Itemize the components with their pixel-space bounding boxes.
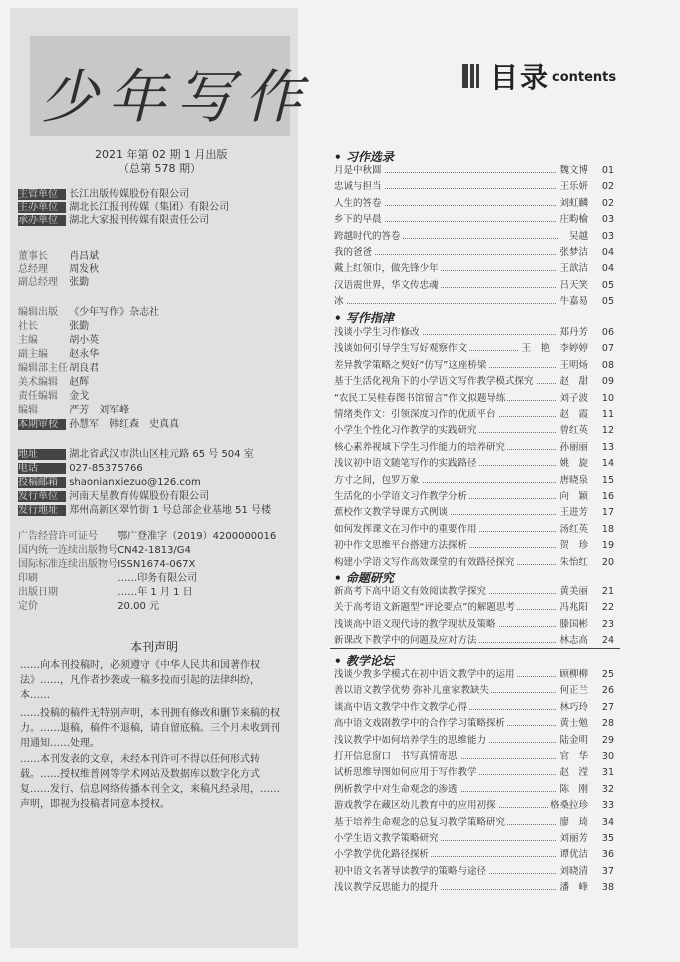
toc-entry-title: 小学生个性化习作教学的实践研究 (334, 425, 477, 437)
toc-entry[interactable] (334, 475, 614, 487)
toc-entry-title: 新高考下高中语文有效阅读教学探究 (334, 586, 487, 597)
toc-entry-title: 浅议教学反思能力的提升 (334, 882, 439, 894)
masthead-row (18, 334, 99, 348)
toc-entry[interactable] (334, 181, 614, 193)
toc-entry-author: 张梦洁 (559, 247, 588, 258)
toc-entry[interactable] (334, 442, 614, 454)
toc-section-name: 命题研究 (345, 571, 394, 585)
toc-entry-title: 浅谈少教多学模式在初中语文教学中的运用 (334, 669, 515, 680)
magazine-logo-text: 少年写作 (40, 63, 313, 131)
toc-entry-title: 试析思维导图如何应用于写作教学 (334, 767, 477, 779)
masthead-label: 董事长 (18, 251, 48, 262)
toc-entry[interactable] (334, 619, 614, 631)
masthead-row (18, 600, 159, 614)
toc-entry-title: 基于生活化视角下的小学语文写作教学模式探究 (334, 376, 534, 388)
toc-entry-title: 小学生语文教学策略研究 (334, 833, 439, 844)
toc-entry-title: 忠诚与担当 (334, 181, 382, 193)
toc-entry-page: 38 (601, 882, 614, 894)
toc-entry-author: 郑丹芳 (559, 327, 588, 338)
toc-entry-title: 月是中秋圆 (334, 165, 382, 176)
toc-entry-page: 36 (601, 849, 614, 861)
toc-section-name: 习作选录 (345, 150, 394, 164)
toc-entry-title: 方寸之间，包罗万象 (334, 474, 420, 486)
toc-entry[interactable] (334, 425, 614, 437)
toc-entry-author: 王进芳 (559, 507, 588, 519)
toc-entry-author: 刘虹麟 (559, 197, 588, 209)
toc-entry[interactable] (334, 214, 614, 226)
masthead-value: 长江出版传媒股份有限公司 (69, 189, 190, 200)
toc-entry-page: 32 (601, 783, 614, 795)
toc-entry-page: 02 (601, 197, 614, 209)
masthead-label: 副主编 (18, 349, 48, 360)
bullet-icon: • (334, 150, 346, 164)
toc-entry-title: 基于培养生命观念的总复习教学策略研究 (334, 816, 506, 828)
masthead-label: 发行地址 (18, 505, 66, 516)
toc-entry[interactable] (334, 231, 614, 243)
notice-paragraph: ……本刊发表的文章，未经本刊许可不得以任何形式转载。……授权维普网等学术网站及数据库以数字化方式复……发行、信息网络传播本刊全文，来稿凡经录用，……声明，即视为投稿者同意本授权。 (20, 754, 280, 810)
masthead-value: CN42-1813/G4 (117, 545, 191, 556)
toc-entry[interactable] (334, 507, 614, 519)
toc-entry-page: 03 (601, 214, 614, 226)
masthead-row (18, 362, 99, 376)
toc-entry-page: 23 (601, 618, 614, 630)
toc-entry[interactable] (334, 360, 614, 372)
masthead-value: 孙慧军 韩红森 史真真 (69, 419, 180, 430)
toc-entry-title: 冰 (334, 296, 344, 308)
toc-entry-author: 廖 琦 (559, 816, 588, 828)
toc-entry[interactable] (334, 866, 614, 878)
toc-entry-page: 26 (601, 685, 614, 697)
masthead-value: 027-85375766 (69, 463, 143, 474)
toc-entry-author: 汤红英 (559, 523, 588, 535)
toc-entry-title: 小学教学优化路径探析 (334, 849, 430, 861)
toc-entry-page: 01 (601, 165, 614, 176)
toc-entry[interactable] (334, 296, 614, 308)
toc-entry[interactable] (334, 198, 614, 210)
toc-entry[interactable] (334, 718, 614, 730)
divider (330, 648, 620, 649)
toc-entry-author: 吕天笑 (559, 279, 588, 291)
toc-entry-author: 孙丽丽 (559, 441, 588, 453)
masthead-label: 广告经营许可证号 (18, 531, 98, 542)
toc-entry-page: 02 (601, 181, 614, 193)
toc-entry-page: 11 (601, 409, 614, 420)
masthead-label: 定价 (18, 601, 38, 612)
toc-entry-title: 人生的答卷 (334, 197, 382, 209)
toc-entry-title: 戴上红领巾，做先锋少年 (334, 263, 439, 275)
masthead-row (18, 418, 179, 432)
toc-entry-author: 牛嘉易 (559, 296, 588, 308)
masthead-value: ……年 1 月 1 日 (117, 587, 193, 598)
masthead-value: 郑州高新区翠竹街 1 号总部企业基地 51 号楼 (69, 505, 271, 516)
toc-entry-title: 差异教学策略之契好“仿写”这座桥梁 (334, 359, 487, 371)
masthead-row (18, 376, 89, 390)
toc-entry-page: 29 (601, 734, 614, 746)
bullet-icon: • (334, 571, 346, 585)
toc-entry-page: 05 (601, 279, 614, 291)
toc-entry-page: 04 (601, 247, 614, 258)
toc-entry[interactable] (334, 882, 614, 894)
toc-entry[interactable] (334, 800, 614, 812)
leader-dots (334, 303, 558, 304)
toc-entry-page: 09 (601, 376, 614, 388)
masthead-value: 20.00 元 (117, 601, 159, 612)
toc-entry-author: 曾红英 (559, 425, 588, 437)
toc-entry-title: 打开信息窗口 书写真情寄思 (334, 751, 458, 762)
toc-entry-title: 新课改下教学中的问题及应对方法 (334, 635, 477, 647)
toc-entry-author: 潘 峰 (559, 882, 588, 894)
masthead-value: 赵永华 (69, 349, 100, 360)
toc-entry-page: 05 (601, 296, 614, 308)
toc-entry-title: 乡下的早晨 (334, 214, 382, 226)
toc-entry-author: 刘子波 (559, 392, 588, 404)
toc-entry[interactable] (334, 343, 614, 355)
toc-section-name: 写作指津 (345, 311, 394, 325)
toc-entry-page: 33 (601, 800, 614, 812)
toc-entry-page: 08 (601, 359, 614, 371)
toc-entry[interactable] (334, 263, 614, 275)
toc-entry-page: 28 (601, 718, 614, 730)
toc-entry[interactable] (334, 409, 614, 421)
toc-entry[interactable] (334, 458, 614, 470)
toc-entry-page: 25 (601, 669, 614, 680)
toc-entry-title: 核心素养视域下学生习作能力的培养研究 (334, 441, 506, 453)
masthead-value: 湖北省武汉市洪山区桂元路 65 号 504 室 (69, 449, 254, 460)
header-bars (462, 64, 481, 88)
toc-entry-title: 初中作文思维平台搭建方法探析 (334, 540, 468, 552)
masthead-label: 投稿邮箱 (18, 477, 66, 488)
toc-entry-page: 06 (601, 327, 614, 338)
masthead-label: 出版日期 (18, 587, 58, 598)
toc-entry-author: 陈 刚 (559, 783, 588, 795)
masthead-row (18, 558, 195, 572)
toc-entry[interactable] (334, 376, 614, 388)
toc-entry-author: 刘晓清 (559, 865, 588, 877)
toc-entry[interactable] (334, 327, 614, 339)
masthead-value: 张勤 (69, 277, 90, 288)
masthead-value: 胡良君 (69, 363, 100, 374)
masthead-value: 《少年写作》杂志社 (69, 307, 160, 318)
masthead-row (18, 448, 254, 462)
masthead-label: 本期审校 (18, 419, 66, 430)
masthead-value: 胡小英 (69, 335, 100, 346)
toc-entry-title: 善以语文教学优势 弥补儿童家教缺失 (334, 685, 490, 697)
masthead-value: 严芳 刘军峰 (69, 405, 130, 416)
toc-entry-title: 浅议初中语文随笔写作的实践路径 (334, 458, 477, 470)
masthead-label: 国内统一连续出版物号 (18, 545, 118, 556)
masthead-value: ……印务有限公司 (117, 573, 198, 584)
toc-entry-author: 赵 滢 (559, 767, 588, 779)
toc-entry-author: 魏文博 (559, 165, 588, 176)
toc-entry[interactable] (334, 849, 614, 861)
toc-entry-author: 庄畇榆 (559, 214, 588, 226)
toc-entry-page: 24 (601, 635, 614, 647)
toc-entry-author: 唐晓泉 (559, 474, 588, 486)
masthead-label: 国际标准连续出版物号 (18, 559, 118, 570)
masthead-row (18, 530, 276, 544)
toc-section-heading (334, 309, 394, 326)
toc-entry-author: 黄士勉 (559, 718, 588, 730)
masthead-label: 社长 (18, 321, 38, 332)
toc-entry-page: 10 (601, 392, 614, 404)
toc-section-name: 教学论坛 (345, 654, 394, 668)
toc-entry-title: 初中语文名著导读教学的策略与途径 (334, 865, 487, 877)
toc-subtitle: contents (552, 70, 617, 85)
toc-entry[interactable] (334, 751, 614, 763)
toc-entry-author: 谭优洁 (559, 849, 588, 861)
masthead-label: 主管单位 (18, 189, 66, 200)
masthead-label: 总经理 (18, 264, 48, 275)
notice-title: 本刊声明 (130, 640, 179, 654)
toc-entry-page: 34 (601, 816, 614, 828)
masthead-row (18, 263, 99, 277)
toc-entry-page: 30 (601, 751, 614, 762)
toc-entry-page: 18 (601, 523, 614, 535)
toc-entry-page: 07 (601, 343, 614, 355)
toc-entry[interactable] (334, 524, 614, 536)
toc-entry-author: 格桑拉珍 (549, 800, 588, 812)
masthead-value: 赵辉 (69, 377, 90, 388)
toc-entry-page: 12 (601, 425, 614, 437)
toc-entry-title: “农民工吴桂春图书馆留言”作文拟题导练 (334, 392, 506, 404)
masthead-value: shaonianxiezuo@126.com (69, 477, 201, 488)
masthead-label: 美术编辑 (18, 377, 58, 388)
bullet-icon: • (334, 311, 346, 325)
toc-title: 目录 (490, 61, 551, 94)
toc-section-heading (334, 652, 394, 669)
toc-entry-title: 如何发挥课文在习作中的重要作用 (334, 523, 477, 535)
toc-entry[interactable] (334, 702, 614, 714)
masthead-row (18, 586, 193, 600)
toc-section-heading (334, 569, 394, 586)
toc-entry-author: 姚 旋 (559, 458, 588, 470)
masthead-value: ISSN1674-067X (117, 559, 196, 570)
toc-entry-author: 赵 霞 (559, 409, 588, 420)
masthead-row (18, 276, 89, 290)
toc-entry[interactable] (334, 393, 614, 405)
masthead-label: 印刷 (18, 573, 38, 584)
toc-entry-title: 关于高考语文新题型“评论要点”的解题思考 (334, 602, 515, 614)
toc-entry-title: 浅谈高中语文现代诗的教学现状及策略 (334, 618, 496, 630)
masthead-label: 地址 (18, 449, 66, 460)
toc-entry-author: 何正兰 (559, 685, 588, 697)
toc-entry-author: 吴越 (568, 230, 588, 242)
toc-entry[interactable] (334, 635, 614, 647)
masthead-label: 编辑出版 (18, 307, 58, 318)
masthead-label: 副总经理 (18, 277, 58, 288)
toc-entry-author: 冯兆阳 (559, 602, 588, 614)
toc-entry-title: 情绪类作文：引领深度习作的优质平台 (334, 409, 496, 420)
masthead-value: 湖北大家报刊传媒有限责任公司 (69, 215, 210, 226)
toc-entry-page: 27 (601, 701, 614, 713)
toc-entry-author: 林巧玲 (559, 701, 588, 713)
masthead-label: 主编 (18, 335, 38, 346)
toc-entry-title: 我的爸爸 (334, 247, 373, 258)
toc-entry[interactable] (334, 491, 614, 503)
masthead-row (18, 390, 89, 404)
toc-entry-page: 37 (601, 865, 614, 877)
toc-entry-page: 20 (601, 556, 614, 568)
toc-entry-page: 04 (601, 263, 614, 275)
notice-paragraph: ……向本刊投稿时，必须遵守《中华人民共和国著作权法》……，凡作者抄袭或一稿多投而引起的法律纠纷，本…… (20, 660, 260, 701)
issue-line: 2021 年第 02 期 1 月出版 (95, 148, 228, 161)
masthead-row (18, 348, 99, 362)
masthead-value: 张勤 (69, 321, 90, 332)
toc-entry-page: 31 (601, 767, 614, 779)
toc-entry-title: 高中语文戏剧教学中的合作学习策略探析 (334, 718, 506, 730)
masthead-row (18, 504, 271, 518)
toc-entry-title: 谈高中语文教学中作文教学心得 (334, 701, 468, 713)
toc-entry-author: 赵 甜 (559, 376, 588, 388)
toc-entry[interactable] (334, 557, 614, 569)
toc-entry-author: 林志高 (559, 635, 588, 647)
toc-entry-page: 21 (601, 586, 614, 597)
masthead-row (18, 306, 159, 320)
toc-entry-title: 跨越时代的答卷 (334, 230, 401, 242)
masthead-row (18, 214, 209, 228)
toc-entry[interactable] (334, 685, 614, 697)
masthead-value: 金戈 (69, 391, 90, 402)
toc-entry[interactable] (334, 784, 614, 796)
toc-entry[interactable] (334, 833, 614, 845)
notice-paragraph: ……投稿的稿件无特别声明，本刊拥有修改和删节来稿的权力。……退稿，稿件不退稿，请自留底稿。三个月未收到刊用通知……处理。 (20, 708, 280, 749)
toc-entry-title: 浅议教学中如何培养学生的思维能力 (334, 734, 487, 746)
toc-entry-author: 官 华 (559, 751, 588, 762)
toc-entry-author: 顾柳柳 (559, 669, 588, 680)
toc-entry-page: 19 (601, 540, 614, 552)
toc-entry[interactable] (334, 165, 614, 177)
masthead-label: 发行单位 (18, 491, 66, 502)
toc-entry-title: 例析教学中对生命观念的渗透 (334, 783, 458, 795)
toc-entry[interactable] (334, 767, 614, 779)
toc-entry-author: 王明炀 (559, 359, 588, 371)
masthead-row (18, 250, 99, 264)
toc-entry-author: 刘丽芳 (559, 833, 588, 844)
toc-entry[interactable] (334, 602, 614, 614)
masthead-label: 编辑 (18, 405, 38, 416)
masthead-row (18, 476, 201, 490)
masthead-label: 责任编辑 (18, 391, 58, 402)
toc-entry-author: 陆金明 (559, 734, 588, 746)
toc-entry[interactable] (334, 586, 614, 598)
toc-entry[interactable] (334, 817, 614, 829)
toc-entry-page: 13 (601, 441, 614, 453)
masthead-label: 编辑部主任 (18, 363, 68, 374)
masthead-row (18, 490, 209, 504)
toc-entry-title: 汉语震世界，华文传忠魂 (334, 279, 439, 291)
masthead-value: 鄂广登准字（2019）4200000016 (117, 531, 277, 542)
bullet-icon: • (334, 654, 346, 668)
masthead-row (18, 544, 191, 558)
masthead-row (18, 572, 197, 586)
toc-entry-author: 向 颖 (559, 491, 588, 502)
toc-entry-page: 03 (601, 230, 614, 242)
toc-entry[interactable] (334, 735, 614, 747)
masthead-row (18, 201, 229, 215)
toc-entry-title: 生活化的小学语文习作教学分析 (334, 491, 468, 502)
toc-entry[interactable] (334, 247, 614, 259)
masthead-label: 主办单位 (18, 202, 66, 213)
toc-entry-title: 游戏教学在藏区幼儿教育中的应用初探 (334, 800, 496, 812)
toc-entry-author: 朱怡红 (559, 556, 588, 568)
toc-entry-page: 15 (601, 474, 614, 486)
masthead-row (18, 320, 89, 334)
toc-section-heading (334, 148, 394, 165)
toc-entry-author: 王歆洁 (559, 263, 588, 275)
toc-entry-title: 构建小学语文写作高效课堂的有效路径探究 (334, 556, 515, 568)
masthead-value: 肖昌斌 (69, 251, 100, 262)
masthead-label: 承办单位 (18, 215, 66, 226)
toc-entry-author: 滕国彬 (559, 618, 588, 630)
toc-entry-author: 贺 珍 (559, 540, 588, 552)
toc-entry[interactable] (334, 280, 614, 292)
toc-entry-author: 王乐妍 (559, 181, 588, 193)
toc-entry-title: 浅谈小学生习作修改 (334, 327, 420, 338)
masthead-label: 电话 (18, 463, 66, 474)
toc-entry-page: 17 (601, 507, 614, 519)
total-issue-line: （总第 578 期） (118, 162, 201, 175)
toc-entry-page: 14 (601, 458, 614, 470)
toc-entry-title: 浅谈如何引导学生写好观察作文 (334, 343, 468, 355)
toc-entry[interactable] (334, 669, 614, 681)
toc-entry-page: 16 (601, 491, 614, 502)
toc-entry-author: 王 艳 李婷婷 (521, 343, 588, 355)
masthead-value: 周发秋 (69, 264, 100, 275)
masthead-value: 河南天星教育传媒股份有限公司 (69, 491, 210, 502)
toc-entry-title: 蕉校作文教学导课方式例谈 (334, 507, 449, 519)
toc-entry-page: 35 (601, 833, 614, 844)
toc-entry-page: 22 (601, 602, 614, 614)
masthead-value: 湖北长江报刊传媒（集团）有限公司 (69, 202, 230, 213)
masthead-row (18, 404, 129, 418)
masthead-row (18, 188, 189, 202)
toc-entry[interactable] (334, 540, 614, 552)
toc-entry-author: 黄美丽 (559, 586, 588, 597)
masthead-row (18, 462, 143, 476)
